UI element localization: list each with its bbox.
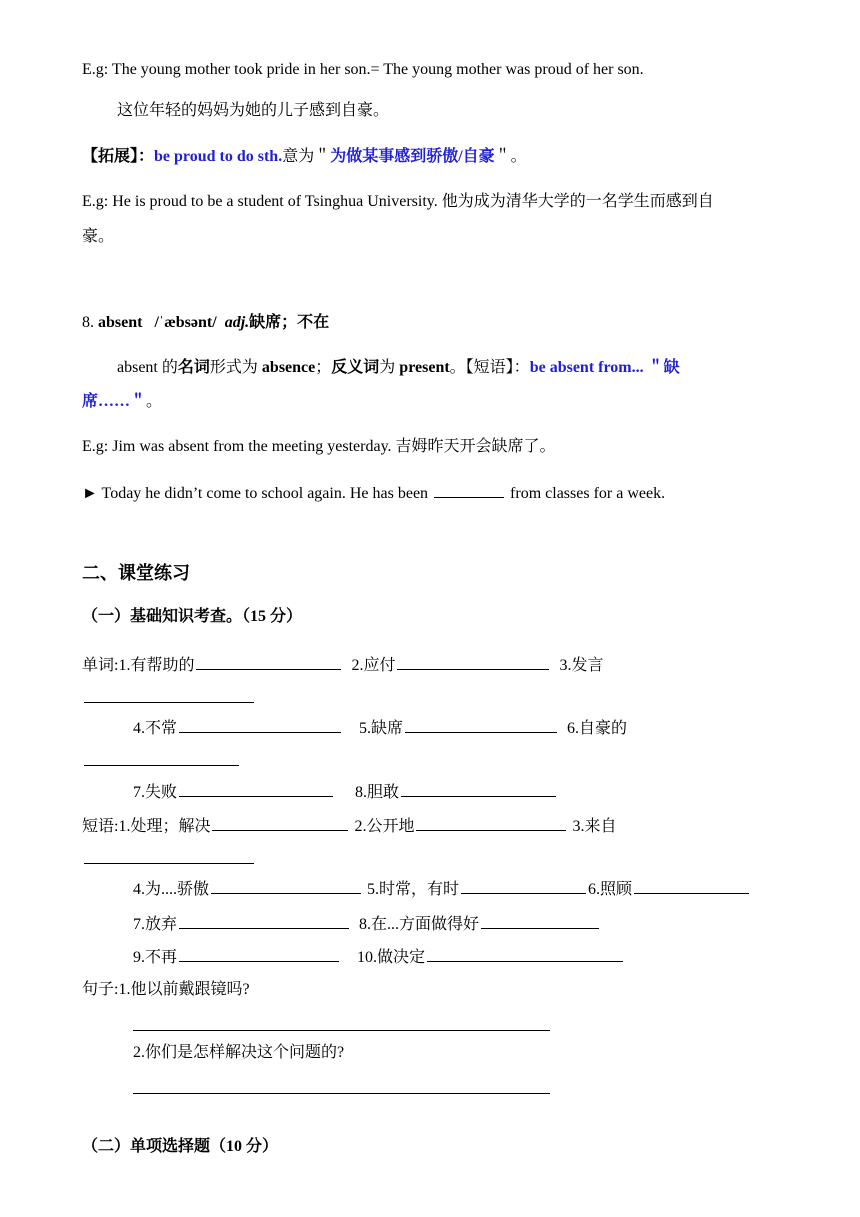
phrase-item-1: 1.处理；解决 xyxy=(118,818,211,835)
phrase-item-2: 2.公开地 xyxy=(354,818,415,835)
phrase-blank-10[interactable] xyxy=(427,945,623,962)
phrase-item-6: 6.照顾 xyxy=(588,881,633,898)
example-proud-line1: E.g: He is proud to be a student of Tsinghua University. 他为成为清华大学的一名学生而感到自 xyxy=(82,193,714,210)
word-item-7: 7.失败 xyxy=(133,784,178,801)
word-item-3: 3.发言 xyxy=(559,657,604,674)
word8-word: absent xyxy=(98,314,143,331)
absent-explanation-line1 xyxy=(117,358,680,378)
word-blank-5[interactable] xyxy=(405,716,557,733)
phrase-item-7: 7.放弃 xyxy=(133,916,178,933)
phrase-item-4: 4.为....骄傲 xyxy=(133,881,210,898)
word-blank-4[interactable] xyxy=(179,716,341,733)
word-blank-8[interactable] xyxy=(401,780,556,797)
practice-text-a: ► Today he didn’t come to school again. He has been xyxy=(82,485,433,502)
absent-phrase-meaning: 席……＂ xyxy=(82,393,147,410)
phrase-blank-8[interactable] xyxy=(481,912,599,929)
phrase-item-10: 10.做决定 xyxy=(357,949,426,966)
phrase-blank-9[interactable] xyxy=(179,945,339,962)
words-row3 xyxy=(133,780,558,803)
phrase-blank-1[interactable] xyxy=(212,814,348,831)
absent-antonym-label: 反义词 xyxy=(331,359,380,376)
example-pride-en: E.g: The young mother took pride in her son.= The young mother was proud of her son. xyxy=(82,61,644,78)
sentence-item-1: 1.他以前戴跟镜吗? xyxy=(118,981,250,998)
word-blank-3[interactable] xyxy=(84,686,254,703)
absent-text-b: 形式为 xyxy=(209,359,262,376)
word-item-5: 5.缺席 xyxy=(359,720,404,737)
extension-phrase: be proud to do sth. xyxy=(154,148,283,165)
word-blank-6[interactable] xyxy=(84,749,239,766)
sentences-row1 xyxy=(82,980,250,1000)
word8-pos: adj. xyxy=(224,314,250,331)
word-item-4: 4.不常 xyxy=(133,720,178,737)
extension-end: ＂。 xyxy=(494,148,527,165)
sentence-answer-line-1[interactable] xyxy=(133,1030,550,1031)
word-item-8: 8.胆敢 xyxy=(355,784,400,801)
word-blank-7[interactable] xyxy=(179,780,333,797)
phrase-blank-4[interactable] xyxy=(211,877,361,894)
phrase-blank-7[interactable] xyxy=(179,912,349,929)
practice-blank[interactable] xyxy=(434,481,504,498)
absent-text-a: absent 的 xyxy=(117,359,178,376)
phrase-blank-2[interactable] xyxy=(416,814,566,831)
words-row2 xyxy=(133,716,627,739)
phrase-blank-5[interactable] xyxy=(461,877,586,894)
extension-line xyxy=(82,147,527,167)
word-item-1: 1.有帮助的 xyxy=(118,657,195,674)
word8-heading xyxy=(82,313,329,333)
words-label: 单词: xyxy=(82,657,119,674)
absent-phrase: be absent from... ＂缺 xyxy=(529,359,680,376)
sentence-answer-line-2[interactable] xyxy=(133,1093,550,1094)
phrase-blank-6[interactable] xyxy=(634,877,749,894)
absent-text-d: 为 xyxy=(379,359,400,376)
sub2-title: （二）单项选择题（10 分） xyxy=(82,1138,279,1155)
example-pride-cn: 这位年轻的妈妈为她的儿子感到自豪。 xyxy=(117,102,390,119)
phrases-label: 短语: xyxy=(82,818,119,835)
practice-text-b: from classes for a week. xyxy=(506,485,666,502)
extension-label: 【拓展】： xyxy=(82,148,155,165)
words-row1 xyxy=(82,653,604,676)
phrase-item-5: 5.时常，有时 xyxy=(367,881,460,898)
absent-noun-label: 名词 xyxy=(177,359,210,376)
example-proud-line2: 豪。 xyxy=(82,228,115,245)
phrase-item-9: 9.不再 xyxy=(133,949,178,966)
absent-line2-end: 。 xyxy=(146,393,163,410)
phrases-row1 xyxy=(82,814,617,837)
absent-explanation-line2 xyxy=(82,392,162,412)
word-item-6: 6.自豪的 xyxy=(567,720,628,737)
words-row1-wrap xyxy=(82,686,256,709)
phrase-item-3: 3.来自 xyxy=(572,818,617,835)
absent-antonym-word: present xyxy=(399,359,450,376)
absent-text-e: 。【短语】： xyxy=(449,359,530,376)
phrases-row3 xyxy=(133,912,601,935)
phrases-row4 xyxy=(133,945,625,968)
phrase-item-8: 8.在...方面做得好 xyxy=(359,916,480,933)
word8-meaning: 缺席；不在 xyxy=(249,314,330,331)
sub1-title: （一）基础知识考查。（15 分） xyxy=(82,608,303,625)
word-blank-2[interactable] xyxy=(397,653,549,670)
word-blank-1[interactable] xyxy=(196,653,341,670)
word8-number: 8. xyxy=(82,314,98,331)
sentence-item-2: 2.你们是怎样解决这个问题的? xyxy=(133,1044,345,1061)
extension-mid: 意为＂ xyxy=(282,148,331,165)
absent-text-c: ； xyxy=(315,359,332,376)
words-row2-wrap xyxy=(82,749,241,772)
word8-phonetic: /ˈæbsənt/ xyxy=(154,314,217,331)
practice-sentence xyxy=(82,481,665,504)
word-item-2: 2.应付 xyxy=(351,657,396,674)
phrase-blank-3[interactable] xyxy=(84,847,254,864)
phrases-row2 xyxy=(133,877,751,900)
absent-noun-word: absence xyxy=(261,359,316,376)
phrases-row1-wrap xyxy=(82,847,256,870)
example-absent: E.g: Jim was absent from the meeting yesterday. 吉姆昨天开会缺席了。 xyxy=(82,438,556,455)
section2-title: 二、课堂练习 xyxy=(82,563,190,583)
sentences-label: 句子: xyxy=(82,981,119,998)
extension-meaning: 为做某事感到骄傲/自豪 xyxy=(330,148,495,165)
